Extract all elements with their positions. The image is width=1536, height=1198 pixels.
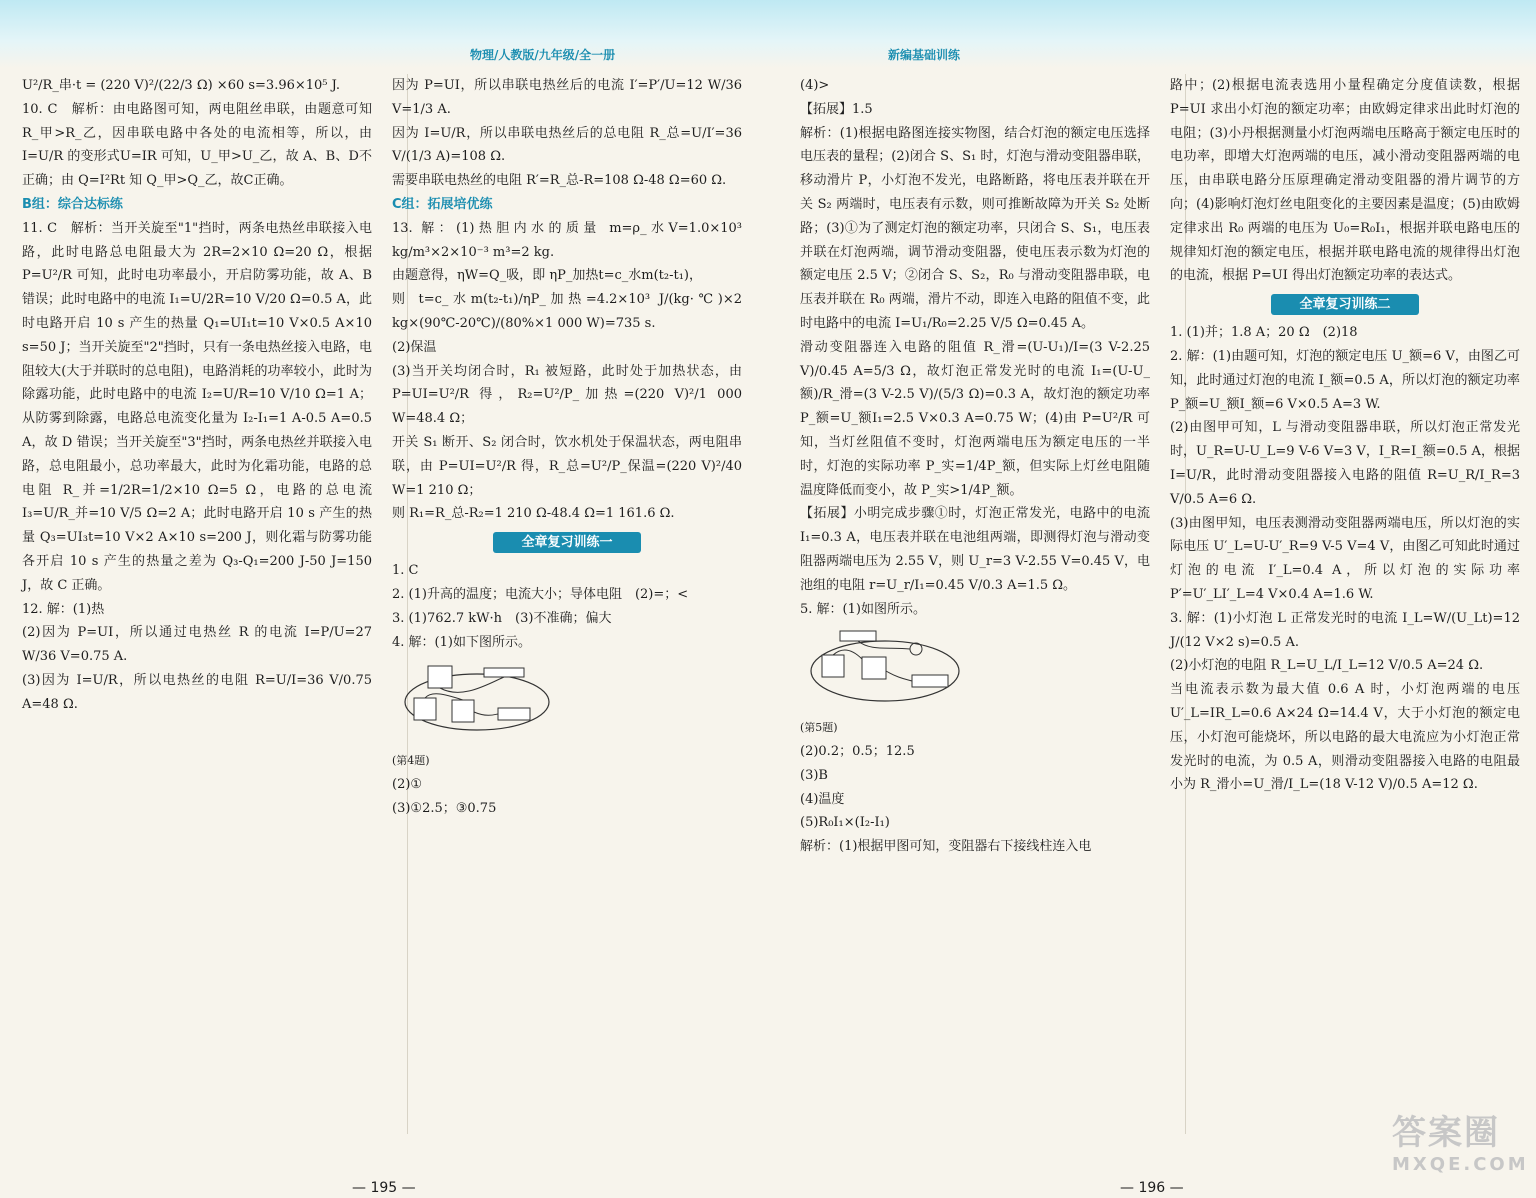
q5-analysis: 解析：(1)根据甲图可知，变阻器右下接线柱连入电 (800, 839, 1092, 855)
review2-q3-part3: 当电流表示数为最大值 0.6 A 时，小灯泡两端的电压 U′_L=IR_L=0.6 A×24 Ω=14.4 V，大于小灯泡的额定电压，小灯泡可能烧坏，所以电路的最大电流应为小灯泡正常发光时的电流，为 0.5 A，则滑动变阻器接入电路的电阻最小为 R_滑小=U_滑/I_L=(18 V-12 V)/0.5 A=12 Ω. (1170, 682, 1520, 793)
circuit-figure-5 (800, 627, 970, 705)
answer-12-cont-3: 需要串联电热丝的电阻 R′=R_总-R=108 Ω-48 Ω=60 Ω. (392, 173, 727, 189)
analysis-q4-cont: 滑动变阻器连入电路的阻值 R_滑=(U-U₁)/I=(3 V-2.25 V)/0.45 A=5/3 Ω，故灯泡正常发光时的电流 I₁=(U-U_额)/R_滑=(3 V-2.5 V)/(5/3 Ω)=0.3 A，故灯泡的额定功率 P_额=U_额I₁=2.5 V×0.3 A=0.75 W；(4)由 P=U²/R 可知，当灯丝阻值不变时，灯泡两端电压为额定电压的一半时，灯泡的实际功率 P_实=1/4P_额，但实际上灯丝电阻随温度降低而变小，故 P_实>1/4P_额。 (800, 339, 1150, 498)
answer-12-part1: 12. 解：(1)热 (22, 601, 105, 617)
q5-part3: (3)B (800, 767, 828, 783)
review-banner-1: 全章复习训练一 (493, 532, 641, 553)
review1-q2: 2. (1)升高的温度；电流大小；导体电阻 (2)=；< (392, 586, 689, 602)
answer-12-part3: (3)因为 I=U/R，所以电热丝的电阻 R=U/I=36 V/0.75 A=48 Ω. (22, 672, 372, 712)
header-band (0, 0, 1536, 68)
answer-13-part4: (2)保温 (392, 339, 437, 355)
answer-11: 11. C 解析：当开关旋至"1"挡时，两条电热丝串联接入电路，此时电路总电阻最大为 2R=2×10 Ω=20 Ω，根据 P=U²/R 可知，此时电功率最小，开启防雾功能，故 A、B 错误；此时电路中的电流 I₁=U/2R=10 V/20 Ω=0.5 A，此时电路开启 10 s 产生的热量 Q₁=UI₁t=10 V×0.5 A×10 s=50 J；当开关旋至"2"挡时，只有一条电热丝接入电路，电阻较大(大于并联时的总电阻)，电路消耗的功率较小，此时为除露功能，此时电路中的电流 I₂=U/R=10 V/10 Ω=1 A；从防雾到除露，电路总电流变化量为 I₂-I₁=1 A-0.5 A=0.5 A，故 D 错误；当开关旋至"3"挡时，两条电热丝并联接入电路，总电阻最小，总功率最大，此时为化霜功能，电路的总电阻 R_并=1/2R=1/2×10 Ω=5 Ω，电路的总电流 I₃=U/R_并=10 V/5 Ω=2 A；此时电路开启 10 s 产生的热量 Q₃=UI₃t=10 V×2 A×10 s=200 J，则化霜与防雾功能各开启 10 s 产生的热量之差为 Q₃-Q₁=200 J-50 J=150 J，故 C 正确。 (22, 220, 372, 593)
q5-part2: (2)0.2；0.5；12.5 (800, 743, 915, 759)
answer-12-cont-2: 因为 I=U/R，所以串联电热丝后的总电阻 R_总=U/I′=36 V/(1/3 A)=108 Ω. (392, 125, 742, 165)
answer-13-part3: 则 t=c_水m(t₂-t₁)/ηP_加热=4.2×10³ J/(kg·℃)×2 kg×(90℃-20℃)/(80%×1 000 W)=735 s. (392, 292, 742, 331)
left-page (22, 74, 750, 1196)
figure-4-caption: (第4题) (392, 754, 430, 768)
answer-12-cont-1: 因为 P=UI，所以串联电热丝后的电流 I′=P′/U=12 W/36 V=1/3 A. (392, 78, 742, 117)
left-page-column-2 (392, 74, 742, 821)
review2-q1: 1. (1)并；1.8 A；20 Ω (2)18 (1170, 325, 1358, 341)
q4-part4: (4)> (800, 78, 830, 93)
q5-part4: (4)温度 (800, 791, 845, 807)
watermark-text: 答案圈 (1392, 1113, 1500, 1153)
analysis-q4: 解析：(1)根据电路图连接实物图，结合灯泡的额定电压选择电压表的量程；(2)闭合 S、S₁ 时，灯泡与滑动变阻器串联，移动滑片 P，小灯泡不发光，电路断路，将电压表并联在开关 S₂ 两端时，电压表有示数，则可推断故障为开关 S₂ 处断路；(3)①为了测定灯泡的额定功率，只闭合 S、S₁，电压表并联在灯泡两端，调节滑动变阻器，使电压表示数为灯泡的额定电压 2.5 V；②闭合 S、S₂，R₀ 与滑动变阻器串联，电压表并联在 R₀ 两端，滑片不动，即连入电路的阻值不变，此时电路中的电流 I=U₁/R₀=2.25 V/5 Ω=0.45 A。 (800, 125, 1150, 331)
q5-part1: 5. 解：(1)如图所示。 (800, 601, 926, 617)
review1-q4-part3: (3)①2.5；③0.75 (392, 800, 497, 816)
review1-q4: 4. 解：(1)如下图所示。 (392, 634, 531, 650)
right-page-column-1 (800, 74, 1150, 859)
review1-q4-part2: (2)① (392, 776, 423, 792)
answer-13-part7: 则 R₁=R_总-R₂=1 210 Ω-48.4 Ω=1 161.6 Ω. (392, 506, 675, 522)
left-page-column-1 (22, 74, 372, 717)
section-heading-b: B组：综合达标练 (22, 196, 123, 212)
answer-13-part5: (3)当开关均闭合时，R₁ 被短路，此时处于加热状态，由 P=UI=U²/R 得，R₂=U²/P_加热=(220 V)²/1 000 W=48.4 Ω； (392, 363, 742, 427)
formula-line: U²/R_串·t = (220 V)²/(22/3 Ω) ×60 s=3.96×10⁵ J. (22, 78, 340, 93)
review2-q3-part1: 3. 解：(1)小灯泡 L 正常发光时的电流 I_L=W/(U_Lt)=12 J/(12 V×2 s)=0.5 A. (1170, 610, 1520, 650)
answer-12-part2: (2)因为 P=UI，所以通过电热丝 R 的电流 I=P/U=27 W/36 V=0.75 A. (22, 625, 372, 665)
review2-q3-part2: (2)小灯泡的电阻 R_L=U_L/I_L=12 V/0.5 A=24 Ω. (1170, 658, 1484, 674)
answer-10: 10. C 解析：由电路图可知，两电阻丝串联，由题意可知R_甲>R_乙，因串联电路中各处的电流相等，所以，由 I=U/R 的变形式U=IR 可知，U_甲>U_乙，故 A、B、D不正确；由 Q=I²Rt 知 Q_甲>Q_乙，故C正确。 (22, 101, 372, 189)
review-banner-2: 全章复习训练二 (1271, 294, 1419, 315)
watermark-url: MXQE.COM (1392, 1154, 1529, 1175)
right-page-column-2 (1170, 74, 1520, 797)
series-title: 新编基础训练 (888, 48, 961, 62)
review2-q2-part1: 2. 解：(1)由题可知，灯泡的额定电压 U_额=6 V，由图乙可知，此时通过灯泡的电流 I_额=0.5 A，所以灯泡的额定功率 P_额=U_额I_额=6 V×0.5 A=3 W. (1170, 348, 1520, 412)
review2-q2-part3: (3)由图甲知，电压表测滑动变阻器两端电压，所以灯泡的实际电压 U′_L=U-U′_R=9 V-5 V=4 V，由图乙可知此时通过灯泡的电流 I′_L=0.4 A，所以灯泡的实际功率 P′=U′_LI′_L=4 V×0.4 A=1.6 W. (1170, 515, 1520, 602)
extension-analysis: 【拓展】小明完成步骤①时，灯泡正常发光，电路中的电流 I₁=0.3 A，电压表并联在电池组两端，即测得灯泡与滑动变阻器两端电压为 2.55 V，则 U_r=3 V-2.55 V=0.45 V，电池组的电阻 r=U_r/I₁=0.45 V/0.3 A=1.5 Ω。 (800, 506, 1150, 593)
q5-part5: (5)R₀I₁×(I₂-I₁) (800, 815, 890, 831)
review1-q3: 3. (1)762.7 kW·h (3)不准确；偏大 (392, 610, 612, 626)
circuit-figure-4 (392, 660, 562, 738)
review1-q1: 1. C (392, 563, 419, 579)
book-title: 物理/人教版/九年级/全一册 (470, 48, 616, 62)
watermark-logo (1392, 1105, 1528, 1181)
answer-13-part1: 13. 解：(1)热胆内水的质量 m=ρ_水V=1.0×10³ kg/m³×2×10⁻³ m³=2 kg. (392, 220, 742, 260)
extension-answer: 【拓展】1.5 (800, 101, 873, 117)
q5-analysis-cont: 路中；(2)根据电流表选用小量程确定分度值读数，根据 P=UI 求出小灯泡的额定功率；由欧姆定律求出此时灯泡的电阻；(3)小丹根据测量小灯泡两端电压略高于额定电压时的电功率，即增大灯泡两端的电压，减小滑动变阻器两端的电压，由串联电路分压原理确定滑动变阻器的滑片调节的方向；(4)影响灯泡灯丝电阻变化的主要因素是温度；(5)由欧姆定律求出 R₀ 两端的电压为 U₀=R₀I₁，根据并联电路电压的规律知灯泡的额定电压，根据并联电路电流的规律得出灯泡的电流，根据 P=UI 得出灯泡额定功率的表达式。 (1170, 78, 1520, 284)
page-number-right: — 196 — (1120, 1180, 1184, 1196)
answer-13-part2: 由题意得，ηW=Q_吸，即 ηP_加热t=c_水m(t₂-t₁)， (392, 268, 703, 284)
answer-13-part6: 开关 S₁ 断开、S₂ 闭合时，饮水机处于保温状态，两电阻串联，由 P=UI=U²/R 得，R_总=U²/P_保温=(220 V)²/40 W=1 210 Ω； (392, 434, 742, 498)
section-heading-c: C组：拓展培优练 (392, 196, 493, 212)
figure-5-caption: (第5题) (800, 721, 838, 735)
page-number-left: — 195 — (352, 1180, 416, 1196)
review2-q2-part2: (2)由图甲可知，L 与滑动变阻器串联，所以灯泡正常发光时，U_R=U-U_L=9 V-6 V=3 V，I_R=I_额=0.5 A，根据 I=U/R，此时滑动变阻器接入电路的阻值 R=U_R/I_R=3 V/0.5 A=6 Ω. (1170, 420, 1520, 507)
